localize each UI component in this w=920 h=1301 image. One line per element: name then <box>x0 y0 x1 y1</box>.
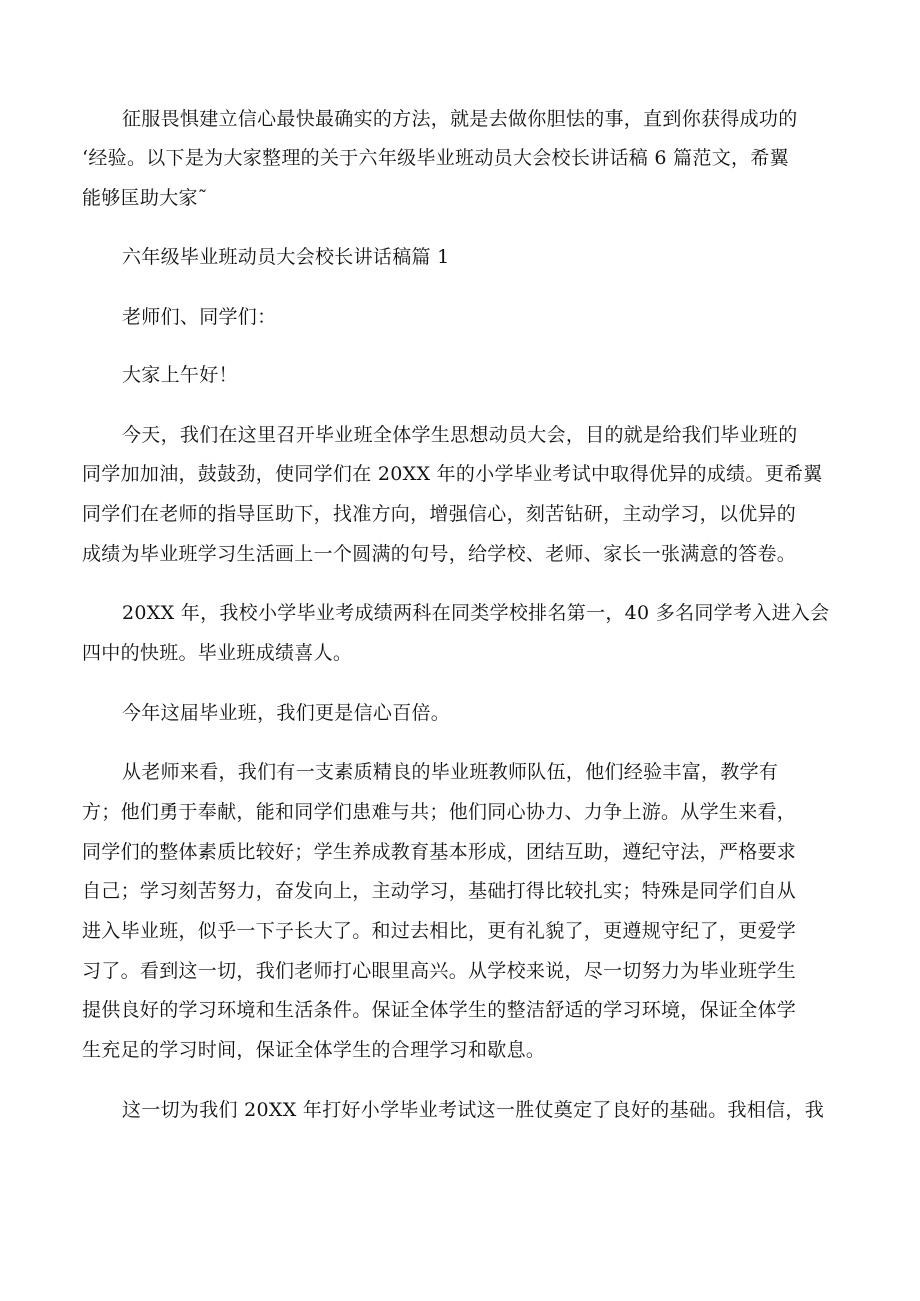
para3: 今年这届毕业班，我们更是信心百倍。 <box>122 702 451 724</box>
para2-line-2: 四中的快班。毕业班成绩喜人。 <box>82 642 353 664</box>
para1-line-3: 同学们在老师的指导匡助下，找准方向，增强信心，刻苦钻研，主动学习，以优异的 <box>82 503 797 525</box>
para4-line-2: 方；他们勇于奉献，能和同学们患难与共；他们同心协力、力争上游。从学生来看， <box>82 801 797 823</box>
para4-line-6: 习了。看到这一切，我们老师打心眼里高兴。从学校来说，尽一切努力为毕业班学生 <box>82 960 797 982</box>
greeting: 大家上午好！ <box>122 364 238 386</box>
intro-line-2: ‘经验。以下是为大家整理的关于六年级毕业班动员大会校长讲话稿 6 篇范文，希翼 <box>82 147 789 169</box>
para4-line-8: 生充足的学习时间，保证全体学生的合理学习和歇息。 <box>82 1039 546 1061</box>
intro-line-3: 能够匡助大家˜ <box>82 187 208 209</box>
para4-line-5: 进入毕业班，似乎一下子长大了。和过去相比，更有礼貌了，更遵规守纪了，更爱学 <box>82 920 797 942</box>
speech-heading: 六年级毕业班动员大会校长讲话稿篇 1 <box>122 246 450 268</box>
salutation: 老师们、同学们： <box>122 306 277 328</box>
para1-line-4: 成绩为毕业班学习生活画上一个圆满的句号，给学校、老师、家长一张满意的答卷。 <box>82 543 797 565</box>
intro-line-1: 征服畏惧建立信心最快最确实的方法，就是去做你胆怯的事，直到你获得成功的 <box>122 108 798 130</box>
para4-line-3: 同学们的整体素质比较好；学生养成教育基本形成，团结互助，遵纪守法，严格要求 <box>82 841 797 863</box>
para5-line-1: 这一切为我们 20XX 年打好小学毕业考试这一胜仗奠定了良好的基础。我相信，我 <box>122 1099 825 1121</box>
para1-line-2: 同学加加油，鼓鼓劲，使同学们在 20XX 年的小学毕业考试中取得优异的成绩。更希翼 <box>82 463 823 485</box>
para4-line-1: 从老师来看，我们有一支素质精良的毕业班教师队伍，他们经验丰富，教学有 <box>122 761 779 783</box>
para4-line-4: 自己；学习刻苦努力，奋发向上，主动学习，基础打得比较扎实；特殊是同学们自从 <box>82 880 797 902</box>
para1-line-1: 今天，我们在这里召开毕业班全体学生思想动员大会，目的就是给我们毕业班的 <box>122 424 798 446</box>
para2-line-1: 20XX 年，我校小学毕业考成绩两科在同类学校排名第一，40 多名同学考入进入会 <box>122 602 830 624</box>
para4-line-7: 提供良好的学习环境和生活条件。保证全体学生的整洁舒适的学习环境，保证全体学 <box>82 999 797 1021</box>
